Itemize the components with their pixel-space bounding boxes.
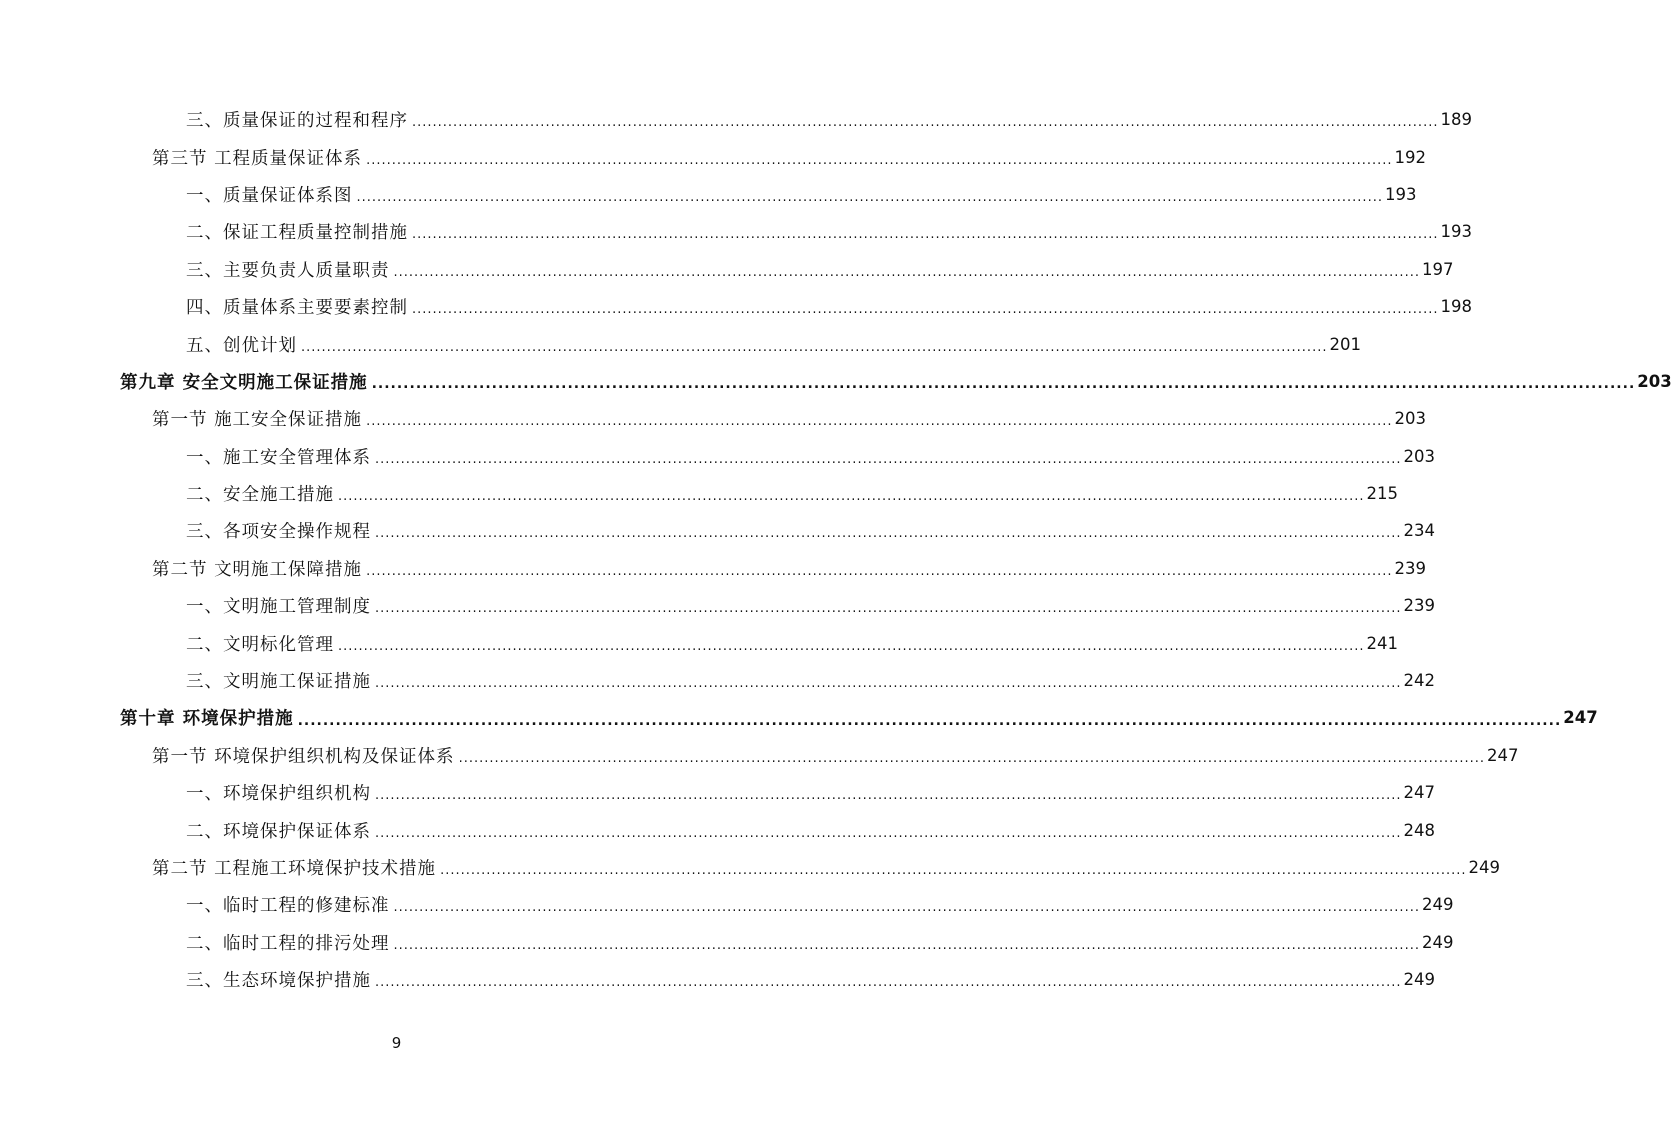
toc-entry-page: 242	[1403, 671, 1435, 691]
toc-entry-title: 二、环境保护保证体系	[186, 821, 371, 842]
toc-entry-page: 201	[1329, 334, 1361, 354]
toc-entry-page: 249	[1403, 970, 1435, 990]
toc-dot-leader: ........................................................................................................................................................................................................	[393, 264, 1420, 280]
toc-entry-page: 249	[1421, 895, 1454, 915]
toc-entry-item[interactable]	[0, 774, 1435, 811]
toc-entry-title: 一、施工安全管理体系	[186, 447, 371, 468]
toc-entry-section[interactable]	[0, 400, 1427, 437]
toc-dot-leader: ........................................................................................................................................................................................................	[412, 302, 1439, 318]
toc-dot-leader: ........................................................................................................................................................................................................	[375, 526, 1402, 542]
toc-entry-title: 第一节 环境保护组织机构及保证体系	[152, 746, 455, 767]
toc-entry-title: 第三节 工程质量保证体系	[152, 148, 363, 169]
toc-entry-page: 203	[1394, 409, 1427, 429]
toc-dot-leader: ........................................................................................................................................................................................................	[375, 451, 1402, 467]
toc-entry-title: 二、保证工程质量控制措施	[186, 223, 408, 244]
toc-entry-item[interactable]	[0, 288, 1472, 325]
toc-entry-page: 241	[1366, 633, 1398, 653]
toc-dot-leader: ........................................................................................................................................................................................................	[375, 825, 1402, 841]
toc-entry-item[interactable]	[0, 961, 1435, 998]
toc-entry-item[interactable]	[0, 924, 1454, 961]
toc-dot-leader: ........................................................................................................................................................................................................	[301, 339, 1328, 355]
toc-dot-leader: ........................................................................................................................................................................................................	[371, 376, 1636, 393]
toc-dot-leader: ........................................................................................................................................................................................................	[375, 601, 1402, 617]
toc-entry-item[interactable]	[0, 213, 1472, 250]
toc-entry-title: 第二节 工程施工环境保护技术措施	[152, 859, 437, 879]
toc-dot-leader: ........................................................................................................................................................................................................	[338, 638, 1365, 654]
toc-dot-leader: ........................................................................................................................................................................................................	[375, 788, 1402, 804]
toc-entry-item[interactable]	[0, 176, 1417, 213]
toc-dot-leader: ........................................................................................................................................................................................................	[412, 227, 1439, 243]
toc-dot-leader: ........................................................................................................................................................................................................	[375, 676, 1402, 692]
table-of-contents	[0, 101, 1672, 998]
toc-dot-leader: ........................................................................................................................................................................................................	[366, 563, 1393, 579]
toc-entry-page: 247	[1563, 708, 1598, 728]
toc-entry-page: 189	[1440, 110, 1472, 130]
toc-entry-page: 247	[1403, 783, 1435, 803]
toc-entry-page: 203	[1637, 371, 1672, 391]
page-number: 9	[391, 1034, 402, 1052]
toc-entry-title: 第二节 文明施工保障措施	[152, 559, 363, 580]
toc-entry-page: 198	[1440, 297, 1472, 317]
toc-entry-page: 215	[1366, 484, 1398, 504]
toc-dot-leader: ........................................................................................................................................................................................................	[412, 115, 1439, 131]
toc-entry-page: 239	[1394, 558, 1427, 578]
toc-entry-section[interactable]	[0, 550, 1427, 587]
toc-entry-title: 第一节 施工安全保证措施	[152, 410, 363, 431]
toc-dot-leader: ........................................................................................................................................................................................................	[375, 975, 1402, 991]
toc-entry-page: 239	[1403, 596, 1435, 616]
toc-entry-item[interactable]	[0, 438, 1435, 475]
toc-dot-leader: ........................................................................................................................................................................................................	[458, 750, 1486, 766]
toc-entry-item[interactable]	[0, 251, 1454, 288]
toc-entry-title: 三、文明施工保证措施	[186, 672, 371, 693]
toc-entry-chapter[interactable]	[0, 363, 1672, 400]
toc-entry-page: 193	[1440, 222, 1472, 242]
toc-entry-title: 三、各项安全操作规程	[186, 522, 371, 543]
toc-entry-item[interactable]	[0, 325, 1361, 362]
toc-entry-title: 五、创优计划	[186, 335, 297, 356]
toc-entry-item[interactable]	[0, 587, 1435, 624]
toc-entry-chapter[interactable]	[0, 699, 1598, 736]
toc-entry-title: 三、生态环境保护措施	[186, 971, 371, 992]
toc-entry-title: 第九章 安全文明施工保证措施	[120, 372, 368, 393]
toc-entry-item[interactable]	[0, 811, 1435, 848]
toc-dot-leader: ........................................................................................................................................................................................................	[366, 152, 1393, 168]
toc-dot-leader: ........................................................................................................................................................................................................	[366, 414, 1393, 430]
toc-entry-title: 三、主要负责人质量职责	[186, 260, 390, 281]
toc-entry-item[interactable]	[0, 101, 1472, 138]
toc-entry-item[interactable]	[0, 624, 1398, 661]
toc-entry-title: 一、环境保护组织机构	[186, 784, 371, 805]
toc-dot-leader: ........................................................................................................................................................................................................	[393, 900, 1420, 916]
toc-dot-leader: ........................................................................................................................................................................................................	[297, 712, 1562, 729]
toc-entry-page: 203	[1403, 446, 1435, 466]
toc-entry-page: 193	[1384, 184, 1417, 204]
toc-entry-page: 249	[1468, 858, 1501, 877]
toc-entry-item[interactable]	[0, 475, 1398, 512]
toc-entry-section[interactable]	[0, 138, 1427, 175]
toc-entry-item[interactable]	[0, 512, 1435, 549]
toc-entry-page: 247	[1487, 745, 1519, 765]
toc-dot-leader: ........................................................................................................................................................................................................	[338, 489, 1365, 505]
toc-entry-page: 248	[1403, 820, 1435, 840]
toc-entry-section[interactable]	[0, 737, 1519, 774]
toc-entry-title: 二、临时工程的排污处理	[186, 933, 390, 954]
toc-entry-page: 197	[1421, 259, 1454, 279]
toc-entry-title: 一、临时工程的修建标准	[186, 896, 390, 917]
toc-entry-section[interactable]	[0, 849, 1501, 886]
toc-entry-item[interactable]	[0, 886, 1454, 923]
toc-entry-item[interactable]	[0, 662, 1435, 699]
toc-entry-page: 234	[1403, 521, 1435, 541]
toc-entry-title: 二、文明标化管理	[186, 634, 334, 655]
toc-entry-title: 一、质量保证体系图	[186, 185, 353, 206]
toc-entry-title: 四、质量体系主要要素控制	[186, 298, 408, 319]
toc-dot-leader: ........................................................................................................................................................................................................	[356, 189, 1383, 205]
toc-entry-page: 192	[1394, 147, 1427, 167]
toc-entry-page: 249	[1421, 932, 1454, 952]
toc-entry-title: 三、质量保证的过程和程序	[186, 111, 408, 132]
toc-dot-leader: ........................................................................................................................................................................................................	[393, 937, 1420, 953]
toc-dot-leader: ........................................................................................................................................................................................................	[440, 863, 1467, 878]
toc-entry-title: 一、文明施工管理制度	[186, 597, 371, 618]
toc-entry-title: 第十章 环境保护措施	[120, 709, 294, 730]
toc-entry-title: 二、安全施工措施	[186, 485, 334, 506]
